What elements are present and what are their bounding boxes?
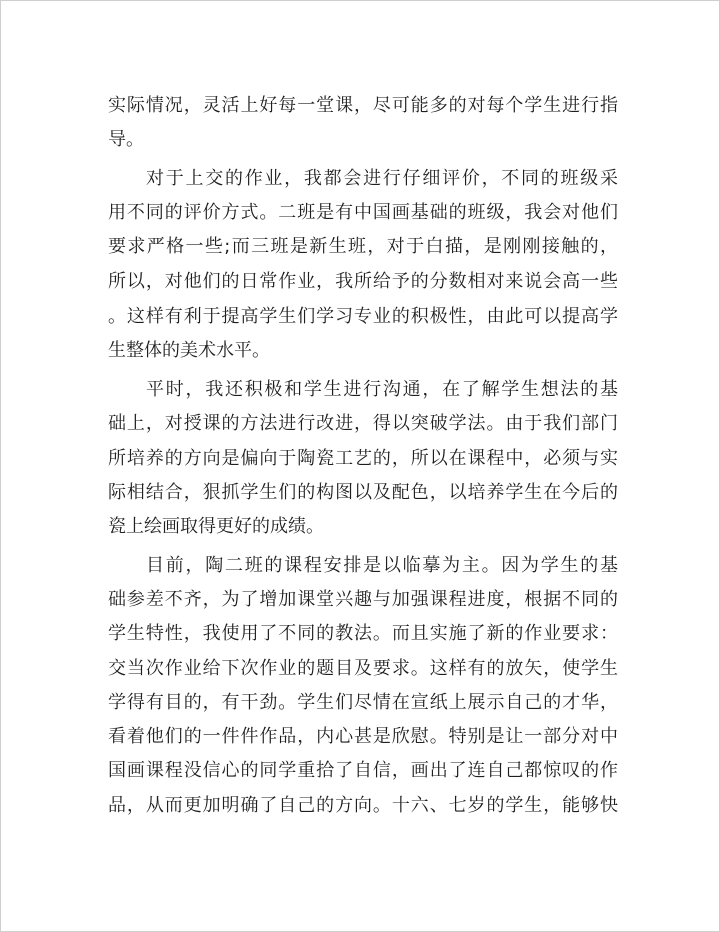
text-line: 看着他们的一件件作品，内心甚是欣慰。特别是让一部分对中	[108, 726, 618, 747]
text-line: 导。	[108, 129, 144, 150]
text-line: 础参差不齐，为了增加课堂兴趣与加强课程进度，根据不同的	[108, 589, 618, 610]
text-line: 要求严格一些;而三班是新生班，对于白描，是刚刚接触的，	[108, 236, 618, 257]
paragraph-first-line: 目前，陶二班的课程安排是以临摹为主。因为学生的基	[146, 555, 618, 576]
text-line: 学得有目的，有干劲。学生们尽情在宣纸上展示自己的才华，	[108, 692, 618, 713]
text-line: 所培养的方向是偏向于陶瓷工艺的，所以在课程中，必须与实	[108, 448, 618, 469]
text-line: 所以，对他们的日常作业，我所给予的分数相对来说会高一些	[108, 271, 618, 292]
text-line: 学生特性，我使用了不同的教法。而且实施了新的作业要求：	[108, 623, 618, 644]
text-line: 瓷上绘画取得更好的成绩。	[108, 516, 324, 537]
text-line: 国画课程没信心的同学重拾了自信，画出了连自己都惊叹的作	[108, 760, 618, 781]
paragraph-first-line: 平时，我还积极和学生进行沟通，在了解学生想法的基	[146, 379, 618, 400]
text-line: 础上，对授课的方法进行改进，得以突破学法。由于我们部门	[108, 413, 618, 434]
text-line: 生整体的美术水平。	[108, 340, 270, 361]
text-line: 品，从而更加明确了自己的方向。十六、七岁的学生，能够快	[108, 795, 618, 816]
text-line: 交当次作业给下次作业的题目及要求。这样有的放矢，使学生	[108, 658, 618, 679]
paragraph-first-line: 对于上交的作业，我都会进行仔细评价，不同的班级采	[146, 168, 618, 189]
text-line: 际相结合，狠抓学生们的构图以及配色，以培养学生在今后的	[108, 482, 618, 503]
text-line: 实际情况，灵活上好每一堂课，尽可能多的对每个学生进行指	[108, 95, 618, 116]
text-line: 用不同的评价方式。二班是有中国画基础的班级，我会对他们	[108, 202, 618, 223]
text-line: 。这样有利于提高学生们学习专业的积极性，由此可以提高学	[108, 306, 618, 327]
